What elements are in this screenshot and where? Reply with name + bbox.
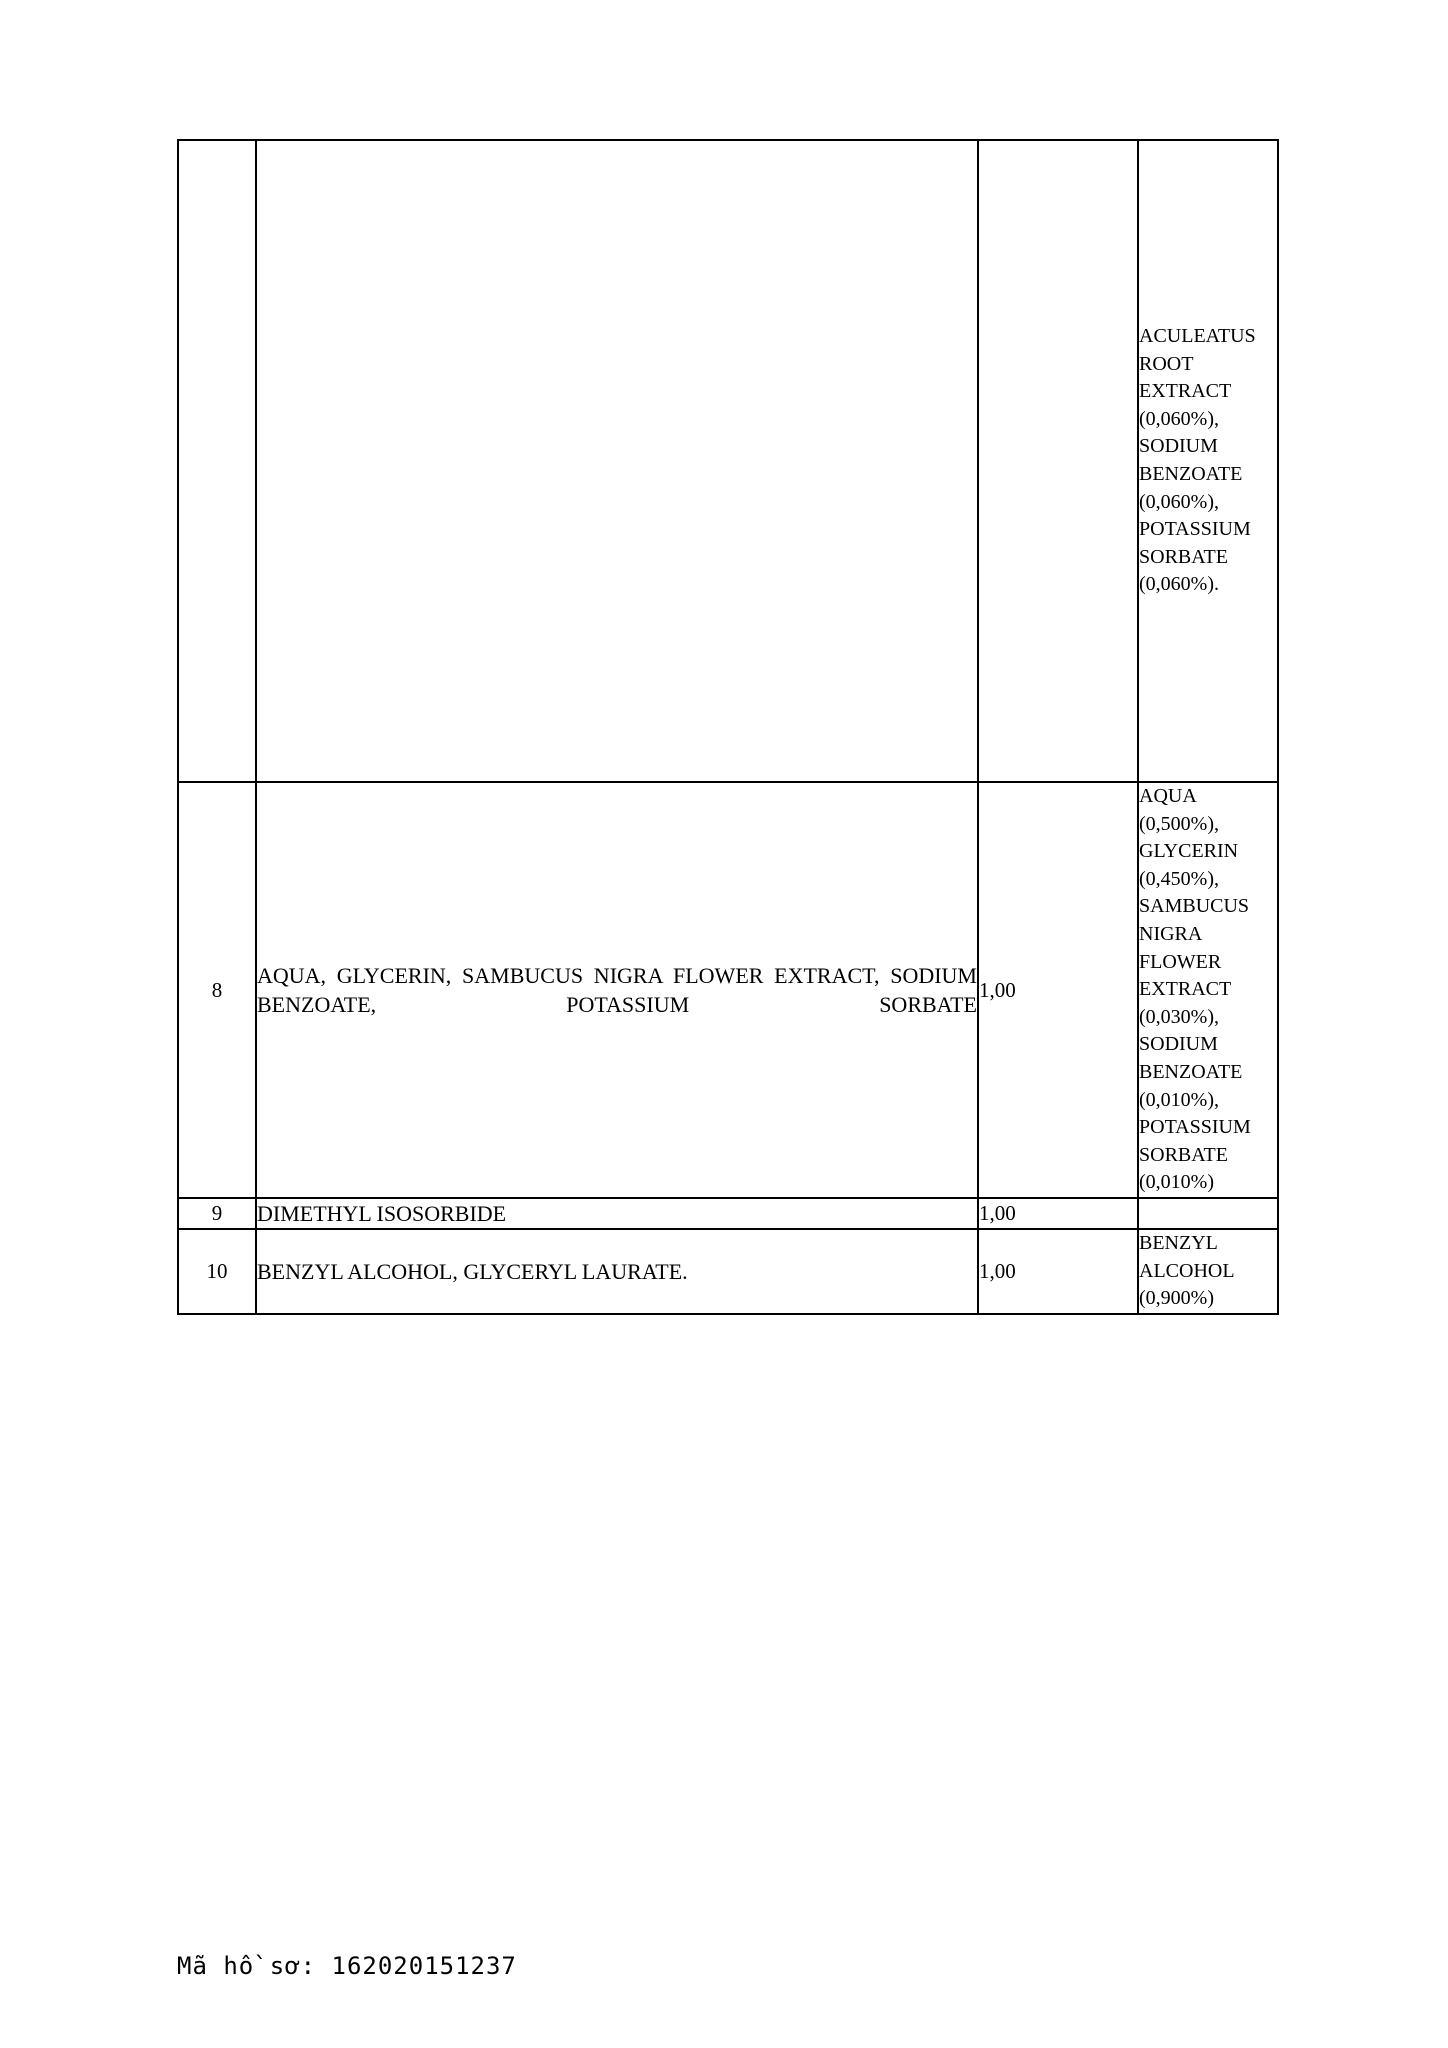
- cell-ingredient-name: AQUA, GLYCERIN, SAMBUCUS NIGRA FLOWER EXTRACT, SODIUM BENZOATE, POTASSIUM SORBATE: [256, 782, 978, 1198]
- cell-no: 9: [178, 1198, 256, 1229]
- cell-quantity: 1,00: [978, 782, 1138, 1198]
- cell-composition-detail: BENZYL ALCOHOL (0,900%): [1138, 1229, 1278, 1314]
- cell-quantity: [978, 140, 1138, 782]
- document-footer-code: Mã hồ sơ: 162020151237: [177, 1952, 517, 1980]
- cell-quantity: 1,00: [978, 1198, 1138, 1229]
- cell-quantity: 1,00: [978, 1229, 1138, 1314]
- cell-composition-detail: [1138, 1198, 1278, 1229]
- table-row: [178, 782, 1278, 1198]
- cell-ingredient-name: BENZYL ALCOHOL, GLYCERYL LAURATE.: [256, 1229, 978, 1314]
- cell-no: 8: [178, 782, 256, 1198]
- table-row: [178, 140, 1278, 782]
- cell-no: 10: [178, 1229, 256, 1314]
- cell-composition-detail: AQUA (0,500%), GLYCERIN (0,450%), SAMBUCUS NIGRA FLOWER EXTRACT (0,030%), SODIUM BENZOATE (0,010%), POTASSIUM SORBATE (0,010%): [1138, 782, 1278, 1198]
- cell-composition-detail: ACULEATUS ROOT EXTRACT (0,060%), SODIUM BENZOATE (0,060%), POTASSIUM SORBATE (0,060%).: [1138, 140, 1278, 782]
- table-row: [178, 1198, 1278, 1229]
- ingredients-table: [177, 139, 1279, 1315]
- cell-ingredient-name: DIMETHYL ISOSORBIDE: [256, 1198, 978, 1229]
- table-row: [178, 1229, 1278, 1314]
- cell-no: [178, 140, 256, 782]
- cell-ingredient-name: [256, 140, 978, 782]
